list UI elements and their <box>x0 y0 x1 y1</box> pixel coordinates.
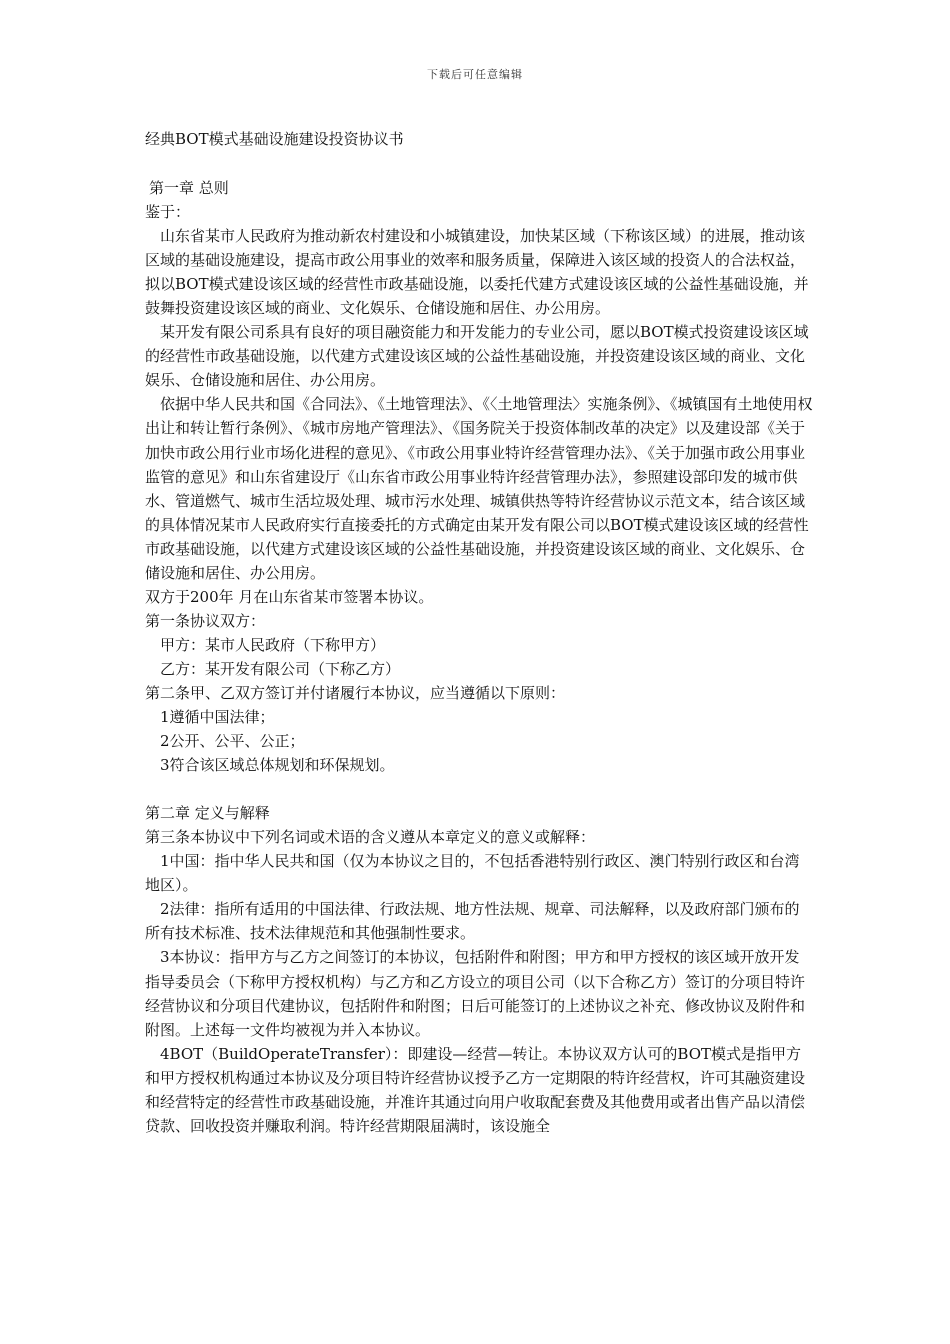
paragraph: 甲方：某市人民政府（下称甲方） <box>160 635 386 654</box>
document-title: 经典BOT模式基础设施建设投资协议书 <box>145 130 404 148</box>
paragraph: 第三条本协议中下列名词或术语的含义遵从本章定义的意义或解释： <box>145 828 596 847</box>
document-body <box>145 176 813 1138</box>
paragraph: 第一条协议双方： <box>145 611 266 630</box>
paragraph: 1遵循中国法律； <box>160 708 275 727</box>
paragraph: 山东省某市人民政府为推动新农村建设和小城镇建设，加快某区域（下称该区域）的进展，推动该区域的基础设施建设，提高市政公用事业的效率和服务质量，保障进入该区域的投资人的合法权益，拟以BOT模式建设该区域的经营性市政基础设施，以委托代建方式建设该区域的公益性基础设施，并鼓舞投资建设该区域的商业、文化娱乐、仓储设施和居住、办公用房。 <box>145 227 809 318</box>
paragraph: 第二条甲、乙双方签订并付诸履行本协议，应当遵循以下原则： <box>145 683 566 702</box>
page-header: 下载后可任意编辑 <box>427 68 523 81</box>
paragraph: 鉴于： <box>145 203 191 222</box>
paragraph: 某开发有限公司系具有良好的项目融资能力和开发能力的专业公司，愿以BOT模式投资建设该区域的经营性市政基础设施，以代建方式建设该区域的公益性基础设施，并投资建设该区域的商业、文化娱乐、仓储设施和居住、办公用房。 <box>145 323 809 390</box>
paragraph: 2法律：指所有适用的中国法律、行政法规、地方性法规、规章、司法解释，以及政府部门颁布的所有技术标准、技术法律规范和其他强制性要求。 <box>145 900 800 943</box>
paragraph: 3符合该区域总体规划和环保规划。 <box>160 756 395 775</box>
paragraph: 1中国：指中华人民共和国（仅为本协议之目的，不包括香港特别行政区、澳门特别行政区和台湾地区）。 <box>145 852 800 895</box>
paragraph: 第一章 总则 <box>149 179 229 197</box>
paragraph: 双方于200年 月在山东省某市签署本协议。 <box>145 587 434 606</box>
paragraph: 依据中华人民共和国《合同法》、《土地管理法》、《〈土地管理法〉实施条例》、《城镇国有土地使用权出让和转让暂行条例》、《城市房地产管理法》、《国务院关于投资体制改革的决定》以及建设部《关于加快市政公用行业市场化进程的意见》、《市政公用事业特许经营管理办法》、《关于加强市政公用事业监管的意见》和山东省建设厅《山东省市政公用事业特许经营管理办法》，参照建设部印发的城市供水、管道燃气、城市生活垃圾处理、城市污水处理、城镇供热等特许经营协议示范文本，结合该区域的具体情况某市人民政府实行直接委托的方式确定由某开发有限公司以BOT模式建设该区域的经营性市政基础设施，以代建方式建设该区域的公益性基础设施，并投资建设该区域的商业、文化娱乐、仓储设施和居住、办公用房。 <box>145 395 813 582</box>
paragraph: 2公开、公平、公正； <box>160 732 305 751</box>
paragraph: 乙方：某开发有限公司（下称乙方） <box>160 659 401 678</box>
blank-line <box>145 777 813 801</box>
paragraph: 4BOT（BuildOperateTransfer）：即建设—经营—转让。本协议双方认可的BOT模式是指甲方和甲方授权机构通过本协议及分项目特许经营协议授予乙方一定期限的特许经营权，许可其融资建设和经营特定的经营性市政基础设施，并准许其通过向用户收取配套费及其他费用或者出售产品以清偿贷款、回收投资并赚取利润。特许经营期限届满时，该设施全 <box>145 1044 806 1135</box>
paragraph: 第二章 定义与解释 <box>145 804 270 823</box>
paragraph: 3本协议：指甲方与乙方之间签订的本协议，包括附件和附图；甲方和甲方授权的该区域开放开发指导委员会（下称甲方授权机构）与乙方和乙方设立的项目公司（以下合称乙方）签订的分项目特许经营协议和分项目代建协议，包括附件和附图；日后可能签订的上述协议之补充、修改协议及附件和附图。上述每一文件均被视为并入本协议。 <box>145 948 806 1039</box>
